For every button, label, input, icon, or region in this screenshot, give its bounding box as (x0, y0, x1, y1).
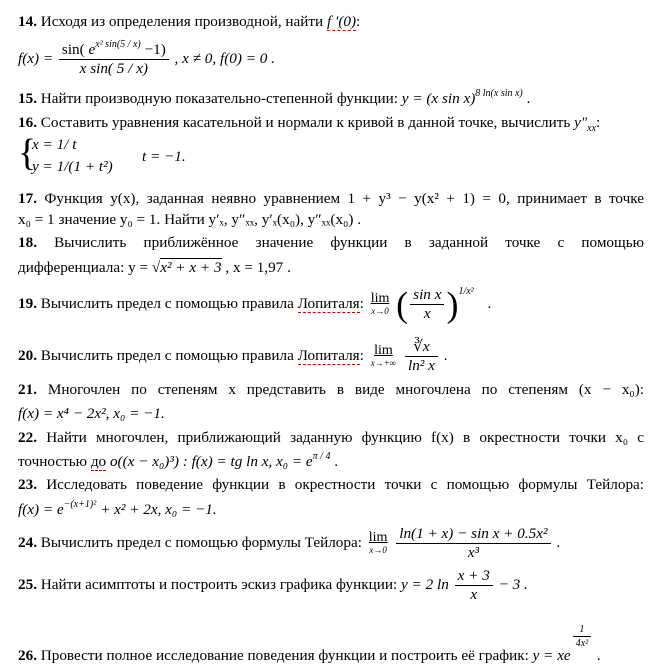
brace-icon: { (18, 132, 37, 174)
problem-19-statement: 19. Вычислить предел с помощью правила Лопиталя: lim x→0 ( $\frac{\text{sin x}}{x}$ )$^{1/x^2}$ . (18, 284, 492, 325)
problem-number: 14. (18, 13, 37, 30)
formula: y = (x sin x)$^{8 ln(x sin x)}$ (401, 88, 523, 107)
problem-14-statement: 14. Исходя из определения производной, найти f ′(0): (18, 13, 361, 30)
problem-17-line-1: 17. Функция y(x), заданная неявно уравнением 1 + y³ − y(x² + 1) = 0, принимает в точке (18, 190, 645, 207)
formula: f ′(0) (326, 13, 357, 30)
limit: lim x→+∞ (370, 342, 397, 368)
problem-26-statement: 26. Провести полное исследование поведения функции и построить её график: y = xe $\frac{1}{\text{4x²}}$ . (18, 624, 601, 664)
problem-22-line-1: 22. Найти многочлен, приближающий заданную функцию f(x) в окрестности точки x₀ с (18, 429, 645, 446)
fraction: $\frac{x + 3}{x}$ (455, 568, 493, 603)
problem-18-line-2: дифференциала: y = √x² + x + 3 , x = 1,97 . (18, 259, 291, 276)
fraction: $\frac{\text{ln(1 + x) − sin x + 0.5x²}}{\text{x³}}$ (396, 526, 550, 561)
problem-24-statement: 24. Вычислить предел с помощью формулы Тейлора: lim x→0 $\frac{\text{ln(1 + x) − sin x + 0.5x²}}{\text{x³}}$ . (18, 525, 561, 561)
problem-22-line-2: точностью до o((x − x₀)³) : f(x) = tg ln x, $x_0 = e^{\pi / 4}$ . (18, 451, 339, 470)
problem-18-line-1: 18. Вычислить приближённое значение функции в заданной точке с помощью (18, 234, 644, 251)
problem-17-line-2: x₀ = 1 значение y₀ = 1. Найти y′ₓ, y″ₓₓ, y′ₓ(x₀), y″ₓₓ(x₀) . (18, 211, 361, 228)
fraction: $\frac{\sin( e^{x^2 sin(5 / x)} -1)}{\text{x sin( 5 / x)}}$ (59, 42, 169, 77)
problem-23-line-2: $f(x) = e^{-(x+1)^2} + x^2 + 2x$, x₀ = −1. (18, 499, 217, 518)
problem-14-formula: f(x) = $\frac{\sin( e^{x^2 sin(5 / x)} -1)}{\text{x sin( 5 / x)}}$ , x ≠ 0, f(0) = 0 . (18, 39, 275, 77)
problem-15-statement: 15. Найти производную показательно-степенной функции: y = (x sin x)$^{8 ln(x sin x)}$ . (18, 88, 531, 107)
problem-20-statement: 20. Вычислить предел с помощью правила Лопиталя: lim x→+∞ $\frac{∛x}{\text{ln² x}}$ . (18, 338, 448, 374)
problem-16-system: { x = 1/ t y = 1/(1 + t²) t = −1. (18, 132, 186, 175)
fraction: $\frac{\text{sin x}}{x}$ (410, 287, 444, 322)
problem-text: Исходя из определения производной, найти (40, 13, 324, 30)
radicand: x² + x + 3 (160, 259, 222, 276)
exponent-fraction: $\frac{1}{\text{4x²}}$ (573, 624, 591, 649)
fraction: $\frac{∛x}{\text{ln² x}}$ (405, 339, 438, 374)
limit: lim x→0 (370, 290, 390, 316)
problem-25-statement: 25. Найти асимптоты и построить эскиз графика функции: y = 2 ln $\frac{x + 3}{x}$ − 3 . (18, 567, 528, 603)
problem-16-statement: 16. Составить уравнения касательной и нормали к кривой в данной точке, вычислить $y''_{xx}$: (18, 114, 601, 134)
lopital-link[interactable]: Лопиталя (297, 346, 360, 364)
lopital-link[interactable]: Лопиталя (297, 294, 360, 312)
limit: lim x→0 (368, 529, 388, 555)
problem-23-line-1: 23. Исследовать поведение функции в окрестности точки с помощью формулы Тейлора: (18, 476, 645, 493)
problem-21-line-1: 21. Многочлен по степеням x представить в виде многочлена по степеням (x − x₀): (18, 381, 644, 398)
problem-21-line-2: f(x) = x⁴ − 2x², x₀ = −1. (18, 405, 165, 422)
